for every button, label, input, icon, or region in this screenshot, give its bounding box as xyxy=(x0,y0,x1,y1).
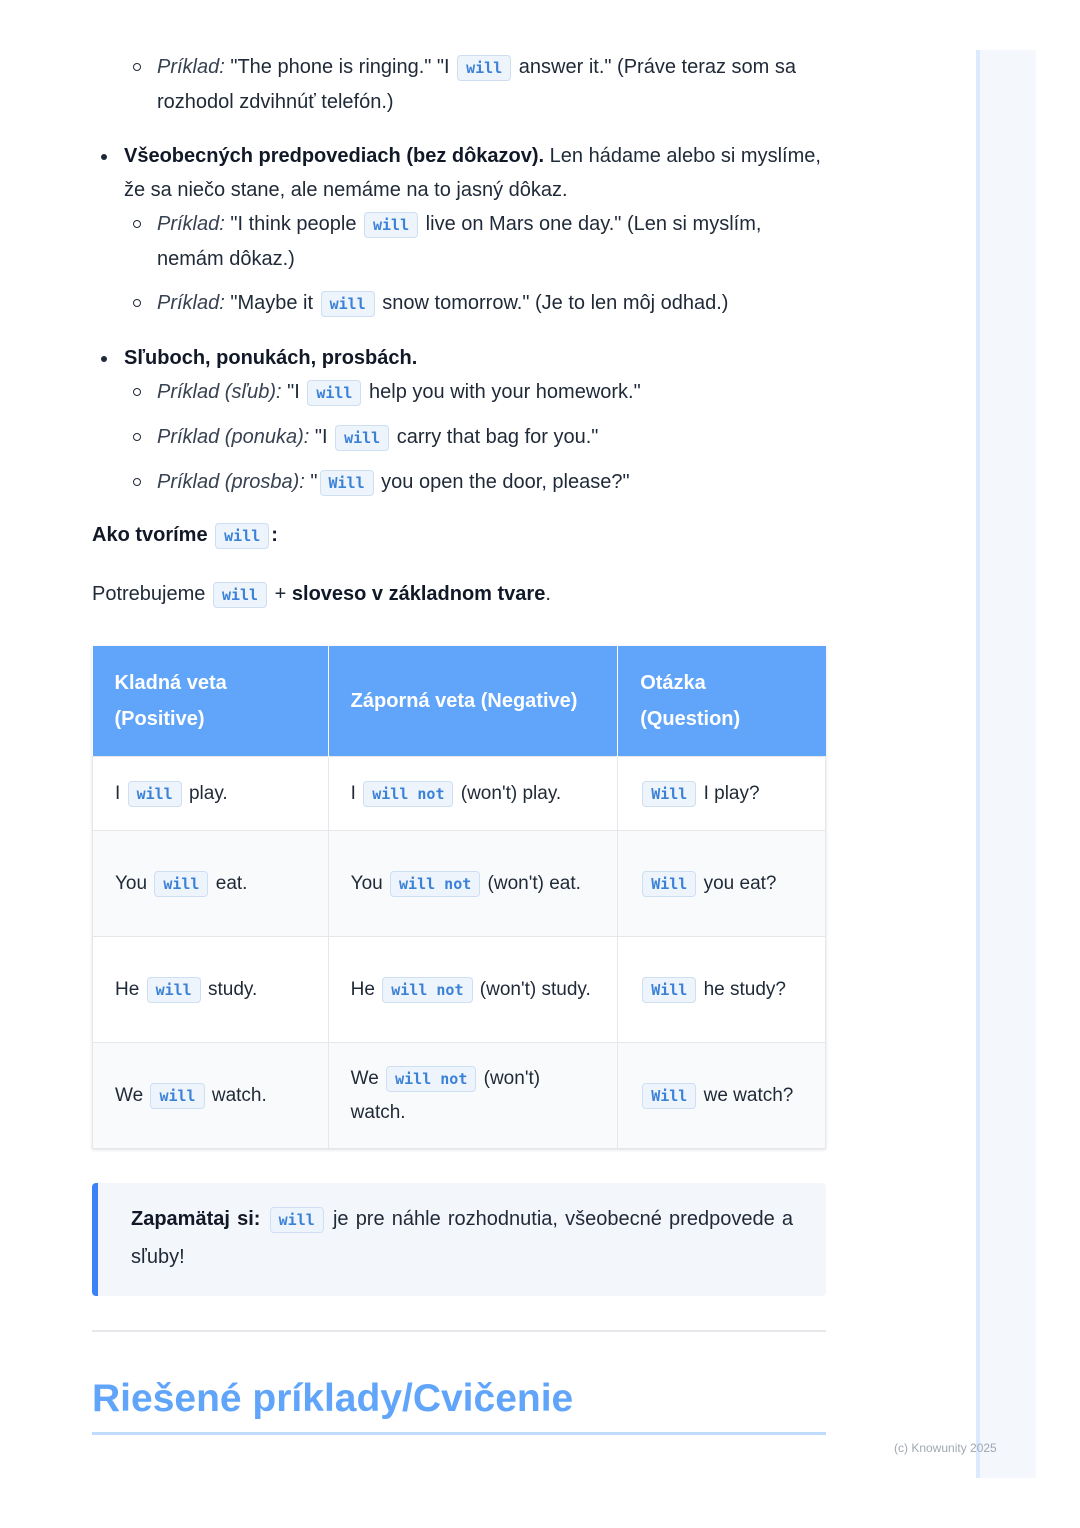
header-negative: Záporná veta (Negative) xyxy=(328,646,618,757)
code-will-not: will not xyxy=(382,977,472,1003)
code-will: will xyxy=(457,55,511,81)
code-will-capital: Will xyxy=(642,871,696,897)
formation-heading: Ako tvoríme will : xyxy=(92,518,826,553)
cell-negative: You will not (won't) eat. xyxy=(328,831,618,937)
example-request: Príklad (prosba): " Will you open the door, please?" xyxy=(92,465,826,500)
example-prediction-2: Príklad: "Maybe it will snow tomorrow." (Je to len môj odhad.) xyxy=(92,286,826,321)
header-question: Otázka (Question) xyxy=(618,646,826,757)
code-will: will xyxy=(321,291,375,317)
code-will: will xyxy=(364,212,418,238)
code-will-capital: Will xyxy=(642,781,696,807)
code-will-capital: Will xyxy=(642,1083,696,1109)
code-will-capital: Will xyxy=(642,977,696,1003)
example-spontaneous: Príklad: "The phone is ringing." "I will answer it." (Práve teraz som sa rozhodol zdvihnúť telefón.) xyxy=(92,50,826,119)
code-will: will xyxy=(335,425,389,451)
code-will: will xyxy=(213,582,267,608)
cell-positive: We will watch. xyxy=(93,1043,329,1149)
cell-question: Will we watch? xyxy=(618,1043,826,1149)
remember-callout: Zapamätaj si: will je pre náhle rozhodnutia, všeobecné predpovede a sľuby! xyxy=(92,1183,826,1296)
cell-positive: You will eat. xyxy=(93,831,329,937)
example-prediction-1: Príklad: "I think people will live on Mars one day." (Len si myslím, nemám dôkaz.) xyxy=(92,207,826,276)
table-row xyxy=(93,1043,826,1149)
code-will: Will xyxy=(320,470,374,496)
code-will-not: will not xyxy=(390,871,480,897)
example-offer: Príklad (ponuka): "I will carry that bag for you." xyxy=(92,420,826,455)
code-will: will xyxy=(150,1083,204,1109)
section-divider xyxy=(92,1330,826,1332)
cell-negative: We will not (won't) watch. xyxy=(328,1043,618,1149)
cell-question: Will I play? xyxy=(618,757,826,831)
cell-positive: He will study. xyxy=(93,937,329,1043)
table-row xyxy=(93,831,826,937)
section-title: Riešené príklady/Cvičenie xyxy=(92,1372,826,1435)
copyright-footer: (c) Knowunity 2025 xyxy=(894,1441,997,1455)
header-positive: Kladná veta (Positive) xyxy=(93,646,329,757)
code-will: will xyxy=(270,1207,324,1233)
cell-positive: I will play. xyxy=(93,757,329,831)
conjugation-table xyxy=(92,646,826,1149)
table-row xyxy=(93,937,826,1043)
code-will: will xyxy=(215,523,269,549)
bullet-general-predictions: Všeobecných predpovediach (bez dôkazov). Len hádame alebo si myslíme, že sa niečo stane, ale nemáme na to jasný dôkaz. xyxy=(92,139,826,207)
table-header-row xyxy=(93,646,826,757)
table-row xyxy=(93,757,826,831)
cell-negative: He will not (won't) study. xyxy=(328,937,618,1043)
code-will: will xyxy=(307,380,361,406)
document-content xyxy=(92,50,826,1435)
code-will: will xyxy=(147,977,201,1003)
code-will-not: will not xyxy=(386,1066,476,1092)
bullet-promises: Sľuboch, ponukách, prosbách. xyxy=(92,341,826,375)
code-will: will xyxy=(128,781,182,807)
cell-question: Will he study? xyxy=(618,937,826,1043)
side-panel xyxy=(976,50,1036,1478)
usage-list xyxy=(92,50,826,500)
code-will-not: will not xyxy=(363,781,453,807)
example-promise: Príklad (sľub): "I will help you with your homework." xyxy=(92,375,826,410)
formation-rule: Potrebujeme will + sloveso v základnom tvare. xyxy=(92,577,826,612)
code-will: will xyxy=(154,871,208,897)
cell-question: Will you eat? xyxy=(618,831,826,937)
cell-negative: I will not (won't) play. xyxy=(328,757,618,831)
